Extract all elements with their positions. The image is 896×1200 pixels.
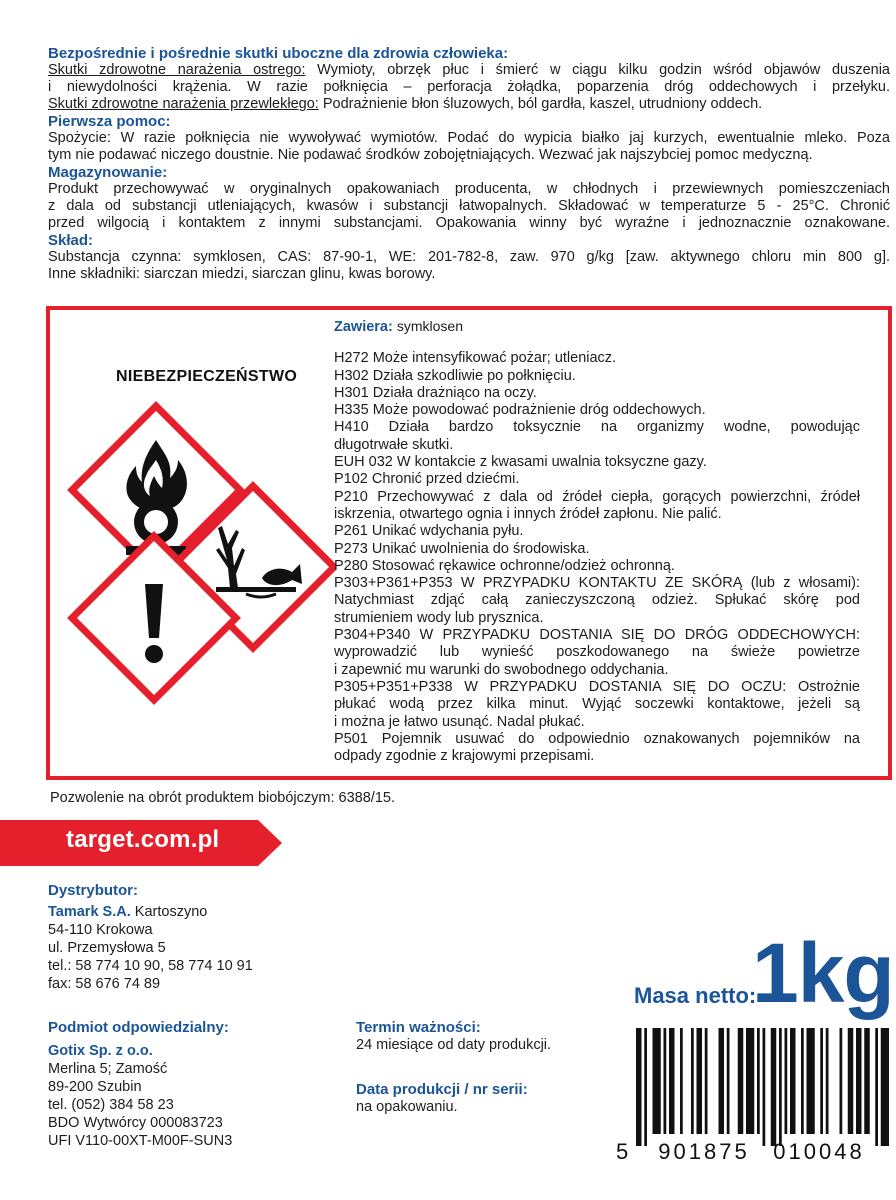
hazard-statement-line: iskrzenia, otwartego ognia i innych źródeł zapłonu. Nie palić. [334, 505, 722, 522]
barcode-bar [719, 1028, 725, 1134]
responsible-company: Gotix Sp. z o.o. [48, 1043, 153, 1059]
hazard-statement-line: Natychmiast zdjąć całą zanieczyszczoną odzież. Spłukać skórę pod [334, 592, 860, 609]
barcode-bar [644, 1028, 647, 1146]
distributor-postal: 54-110 Krokowa [48, 922, 153, 938]
acute-effects-label: Skutki zdrowotne narażenia ostrego: [48, 62, 306, 78]
barcode-bar [669, 1028, 675, 1134]
hazard-statement-line: P501 Pojemnik usuwać do odpowiednio oznakowanych pojemników na [334, 730, 860, 747]
hazard-statement-line: i zapewnić mu warunki do swobodnego oddychania. [334, 661, 669, 678]
barcode-bar [807, 1028, 815, 1134]
barcode-bar [848, 1028, 854, 1134]
barcode-bar [779, 1028, 782, 1146]
barcode-bar [691, 1028, 694, 1134]
barcode-bar [697, 1028, 703, 1134]
barcode-bar [746, 1028, 754, 1134]
contains-value: symklosen [396, 318, 464, 334]
barcode-bar [820, 1028, 823, 1134]
net-mass-value: 1kg [752, 926, 894, 1020]
responsible-heading: Podmiot odpowiedzialny: [48, 1019, 229, 1036]
responsible-postal: 89-200 Szubin [48, 1079, 142, 1095]
barcode-bar [727, 1028, 730, 1134]
first-aid-line1: Spożycie: W razie połknięcia nie wywoływać wymiotów. Podać do wypicia białko jaj kurzych, ewentualnie mleko. Poza [48, 130, 890, 146]
barcode-bar [664, 1028, 667, 1134]
barcode-bar [785, 1028, 788, 1134]
storage-line2: z dala od substancji utleniających, kwasów i substancji łatwopalnych. Składować w temperaturze 5 - 25°C. Chronić [48, 198, 890, 214]
barcode-bar [826, 1028, 829, 1134]
acute-effects-line1: Wymioty, obrzęk płuc i śmierć w ciągu kilku godzin wśród objawów duszenia [317, 62, 890, 78]
responsible-block [48, 1019, 232, 1150]
hazard-pictograms [66, 398, 336, 710]
expiry-text: 24 miesiące od daty produkcji. [356, 1037, 552, 1053]
responsible-street: Merlina 5; Zamość [48, 1061, 168, 1077]
distributor-fax: fax: 58 676 74 89 [48, 976, 161, 992]
barcode-bar [757, 1028, 760, 1134]
first-aid-heading: Pierwsza pomoc: [48, 113, 171, 130]
distributor-company: Tamark S.A. [48, 904, 131, 920]
hazard-statement-line: i można je łatwo usunąć. Nadal płukać. [334, 713, 585, 730]
composition-line1: Substancja czynna: symklosen, CAS: 87-90-1, WE: 201-782-8, zaw. 970 g/kg [zaw. aktywnego chloru min 800 g]. [48, 249, 890, 265]
side-effects-heading: Bezpośrednie i pośrednie skutki uboczne dla zdrowia człowieka: [48, 45, 509, 62]
hazard-statement-line: H335 Może powodować podrażnienie dróg oddechowych. [334, 402, 706, 419]
barcode-bar [856, 1028, 862, 1134]
barcode-bar [763, 1028, 766, 1146]
chronic-effects-label: Skutki zdrowotne narażenia przewlekłego: [48, 96, 319, 112]
acute-effects-paragraph [48, 62, 890, 79]
responsible-bdo: BDO Wytwórcy 000083723 [48, 1115, 223, 1131]
distributor-phone: tel.: 58 774 10 90, 58 774 10 91 [48, 958, 253, 974]
hazard-statement-line: H302 Działa szkodliwie po połknięciu. [334, 367, 576, 384]
spacer [334, 336, 860, 350]
production-block [356, 1081, 528, 1116]
hazard-statement-line: P304+P340 W PRZYPADKU DOSTANIA SIĘ DO DRÓG ODDECHOWYCH: [334, 627, 860, 644]
barcode-bar [653, 1028, 661, 1134]
storage-heading: Magazynowanie: [48, 164, 168, 181]
contains-label: Zawiera: [334, 319, 393, 335]
contains-line [334, 318, 860, 336]
barcode-bar [790, 1028, 796, 1134]
hazard-statement-line: P102 Chronić przed dziećmi. [334, 471, 520, 488]
first-aid-line2: tym nie podawać niczego doustnie. Nie podawać środków zobojętniających. Wezwać jak najszybciej pomoc medyczną. [48, 147, 813, 163]
expiry-heading: Termin ważności: [356, 1019, 481, 1036]
barcode-bar [705, 1028, 708, 1134]
hazard-statement-line: H410 Działa bardzo toksycznie na organizmy wodne, powodując [334, 419, 860, 436]
chronic-effects-text: Podrażnienie błon śluzowych, ból gardła, kaszel, utrudniony oddech. [322, 96, 763, 112]
hazard-statement-line: strumieniem wody lub prysznica. [334, 609, 544, 626]
distributor-block [48, 882, 253, 993]
hazard-statement-line: P261 Unikać wdychania pyłu. [334, 523, 524, 540]
hazard-statement-line: P273 Unikać uwolnienia do środowiska. [334, 540, 590, 557]
barcode-bar [875, 1028, 878, 1146]
barcode-digits-right: 010048 [773, 1139, 865, 1164]
hazard-statement-line: P280 Stosować rękawice ochronne/odzież ochronną. [334, 557, 675, 574]
composition-line2: Inne składniki: siarczan miedzi, siarczan glinu, kwas borowy. [48, 266, 436, 282]
hazard-statement-line: P210 Przechowywać z dala od źródeł ciepła, gorących powierzchni, źródeł [334, 488, 860, 505]
website-link[interactable]: target.com.pl [66, 826, 220, 853]
barcode-bar [864, 1028, 870, 1134]
barcode-bars [636, 1028, 889, 1146]
barcode-bar [881, 1028, 889, 1146]
hazard-statement-line: H301 Działa drażniąco na oczy. [334, 384, 537, 401]
production-text: na opakowaniu. [356, 1099, 458, 1115]
barcode-bar [771, 1028, 777, 1146]
ean-barcode [612, 1028, 892, 1166]
acute-effects-line2: i niewydolności krążenia. W razie połknięcia – perforacja żołądka, poparzenia dróg oddechowych i przełyku. [48, 79, 890, 95]
distributor-heading: Dystrybutor: [48, 882, 139, 899]
hazard-statement-line: płukać wodą przez kilka minut. Wyjąć soczewki kontaktowe, jeżeli są [334, 696, 860, 713]
hazard-statement-line: H272 Może intensyfikować pożar; utleniacz. [334, 350, 617, 367]
barcode-bar [680, 1028, 683, 1134]
production-heading: Data produkcji / nr serii: [356, 1081, 528, 1098]
hazard-statements [334, 318, 860, 765]
barcode-bar [801, 1028, 804, 1134]
composition-heading: Skład: [48, 232, 94, 249]
expiry-block [356, 1019, 551, 1054]
top-text-section [48, 45, 890, 283]
statement-list [334, 350, 860, 765]
net-mass-label: Masa netto: [634, 983, 757, 1008]
barcode-bar [840, 1028, 843, 1134]
barcode-bar [738, 1028, 744, 1134]
barcode-bar [636, 1028, 642, 1146]
storage-line3: przed wilgocią i kontaktem z innymi substancjami. Opakowania winny być wyraźne i jednoznacznie oznakowane. [48, 215, 890, 231]
storage-line1: Produkt przechowywać w oryginalnych opakowaniach producenta, w chłodnych i przewiewnych pomieszczeniach [48, 181, 890, 197]
hazard-statement-line: P305+P351+P338 W PRZYPADKU DOSTANIA SIĘ DO OCZU: Ostrożnie [334, 678, 860, 695]
hazard-statement-line: długotrwałe skutki. [334, 436, 454, 453]
chronic-effects-paragraph [48, 96, 890, 113]
distributor-company-line [48, 903, 253, 921]
hazard-statement-line: wyprowadzić lub wynieść poszkodowanego na świeże powietrze [334, 644, 860, 661]
hazard-statement-line: P303+P361+P353 W PRZYPADKU KONTAKTU ZE SKÓRĄ (lub z włosami): [334, 575, 860, 592]
hazard-statement-line: EUH 032 W kontakcie z kwasami uwalnia toksyczne gazy. [334, 454, 707, 471]
distributor-street: ul. Przemysłowa 5 [48, 940, 166, 956]
responsible-phone: tel. (052) 384 58 23 [48, 1097, 174, 1113]
barcode-digits-left: 901875 [658, 1139, 750, 1164]
distributor-place: Kartoszyno [134, 904, 208, 920]
responsible-ufi: UFI V110-00XT-M00F-SUN3 [48, 1133, 233, 1149]
hazard-statement-line: odpady zgodnie z krajowymi przepisami. [334, 748, 595, 765]
barcode-digit-first: 5 [616, 1139, 629, 1164]
biocide-permit: Pozwolenie na obrót produktem biobójczym: 6388/15. [50, 790, 395, 806]
signal-word: NIEBEZPIECZEŃSTWO [116, 368, 298, 385]
